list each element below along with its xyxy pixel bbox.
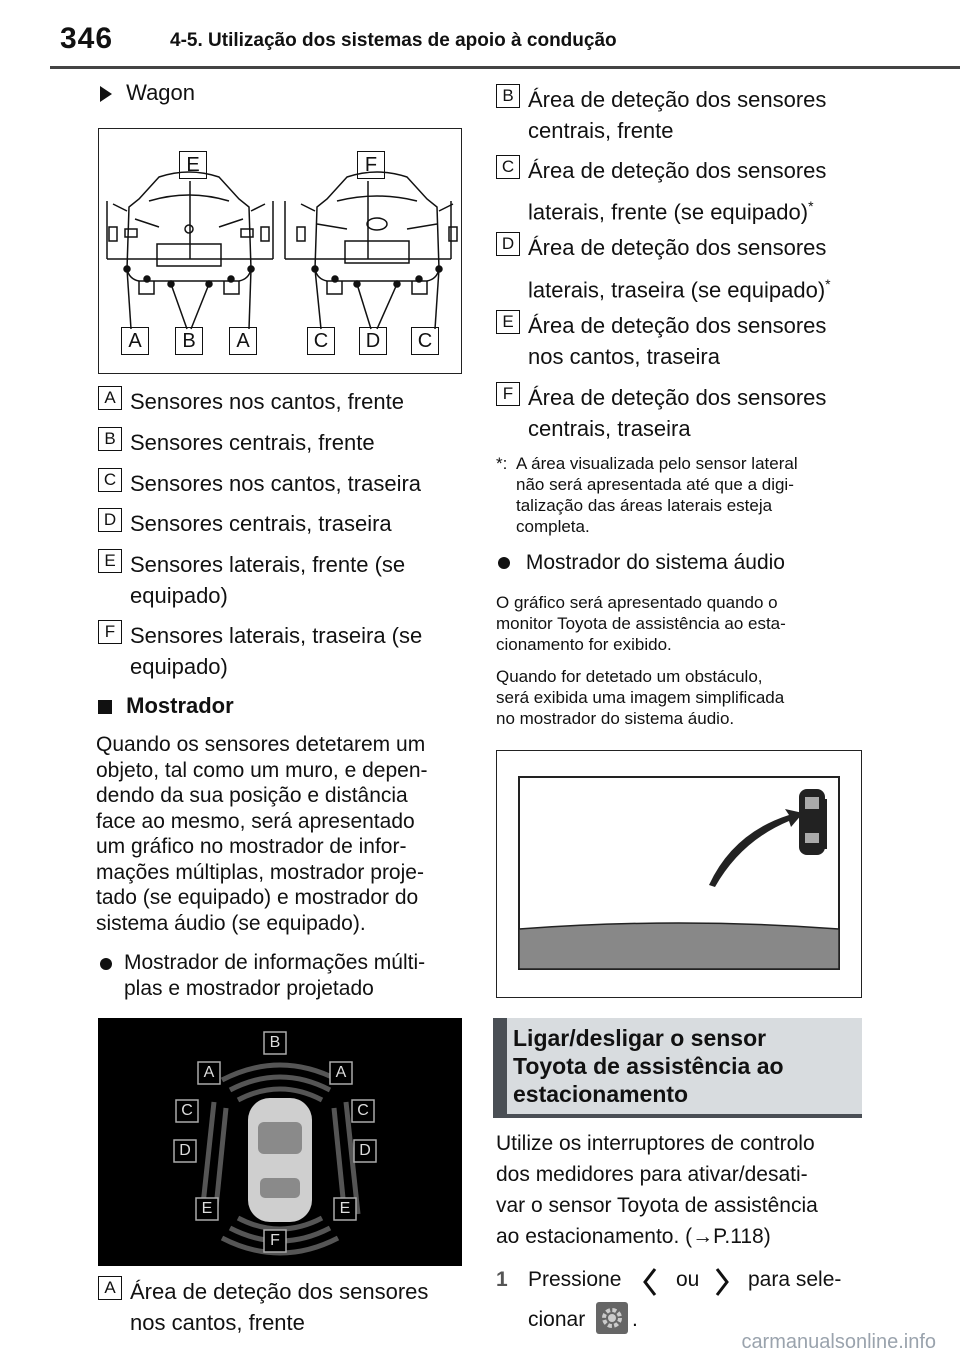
footnote-mark: *:	[496, 454, 508, 473]
car-obstacle-icon	[799, 789, 827, 855]
callout-C-right: C	[411, 327, 439, 355]
chevron-right-icon	[712, 1266, 732, 1298]
settings-gear-icon	[596, 1302, 628, 1334]
section-heading-text	[513, 1024, 784, 1108]
round-bullet-icon	[498, 557, 510, 569]
callout-A-right: A	[229, 327, 257, 355]
fig2-label-C-left: C	[181, 1102, 193, 1119]
section-title: 4-5. Utilização dos sistemas de apoio à condução	[170, 30, 617, 51]
legend-item-e	[98, 549, 468, 611]
square-bullet-icon	[98, 700, 112, 714]
text-line: Mostrador de informações múlti-	[124, 951, 426, 974]
fig2-label-A-right: A	[335, 1064, 347, 1081]
legend-key: D	[98, 508, 122, 532]
legend-key: A	[98, 386, 122, 410]
text-line: A área visualizada pelo sensor lateral	[516, 454, 798, 473]
legend-key: B	[496, 84, 520, 108]
text-line: Toyota de assistência ao	[513, 1053, 784, 1079]
fig2-label-D-left: D	[179, 1142, 191, 1159]
step-text: cionar	[528, 1308, 586, 1331]
header-rule	[50, 66, 960, 69]
round-bullet-icon	[100, 958, 112, 970]
legend-key: A	[98, 1276, 122, 1300]
bullet-multi-display	[100, 950, 472, 1001]
legend-key: D	[496, 232, 520, 256]
chevron-left-icon	[640, 1266, 660, 1298]
mostrador-heading	[98, 692, 234, 720]
text-line: sistema áudio (se equipado).	[96, 911, 366, 935]
car-rear-icon	[297, 172, 457, 294]
legend-text-with-star	[528, 269, 831, 305]
text-line: plas e mostrador projetado	[124, 976, 374, 1000]
right-legend-b	[496, 84, 866, 148]
mostrador-heading-text: Mostrador	[126, 693, 234, 718]
text-line: no mostrador do sistema áudio.	[496, 709, 735, 728]
text-line: ao estacionamento. (→P.118)	[496, 1225, 771, 1248]
callout-E: E	[179, 151, 207, 179]
legend-text: equipado)	[130, 654, 228, 679]
bullet-text: Mostrador do sistema áudio	[525, 551, 785, 574]
right-legend-e	[496, 310, 866, 374]
legend-text: laterais, traseira (se equipado)	[528, 277, 826, 303]
section-heading-box	[493, 1018, 862, 1118]
right-legend-c	[496, 155, 866, 225]
legend-key: C	[496, 155, 520, 179]
bullet-audio-display	[498, 550, 785, 576]
text-line: var o sensor Toyota de assistência	[496, 1194, 818, 1217]
legend-text: Área de deteção dos sensores	[528, 87, 827, 112]
legend-text: Área de deteção dos sensores	[528, 235, 827, 260]
legend-text: nos cantos, frente	[130, 1310, 305, 1335]
right-legend-d	[496, 232, 866, 303]
car-front-icon	[109, 172, 269, 294]
text-line: dos medidores para ativar/desati-	[496, 1163, 808, 1186]
legend-text: equipado)	[130, 583, 228, 608]
watermark: carmanualsonline.info	[741, 1331, 936, 1353]
callout-B: B	[175, 327, 203, 355]
text-line: talização das áreas laterais esteja	[516, 496, 773, 515]
legend-text: centrais, frente	[528, 118, 674, 143]
fig2-label-E-left: E	[201, 1200, 213, 1217]
text-line: será exibida uma imagem simplificada	[496, 688, 785, 707]
step-text: .	[632, 1308, 638, 1331]
right-legend-f	[496, 382, 866, 446]
callout-A-left: A	[121, 327, 149, 355]
text-line: monitor Toyota de assistência ao esta-	[496, 614, 786, 633]
mostrador-paragraph	[96, 732, 468, 936]
text-line: tado (se equipado) e mostrador do	[96, 886, 419, 909]
text-line: Quando os sensores detetarem um	[96, 733, 426, 756]
fig2-label-D-right: D	[359, 1142, 371, 1159]
legend-text-with-star	[528, 191, 814, 227]
callout-C-left: C	[307, 327, 335, 355]
legend-text: Sensores laterais, frente (se	[130, 552, 406, 577]
audio-display-figure	[496, 750, 862, 998]
multi-display-figure	[98, 1018, 462, 1266]
text-line: mações múltiplas, mostrador proje-	[96, 860, 424, 884]
footnote-star: *	[808, 198, 814, 214]
car-sensor-diagram	[99, 129, 460, 372]
callout-D: D	[359, 327, 387, 355]
callout-F: F	[357, 151, 385, 179]
sensor-arcs-diagram	[98, 1018, 462, 1266]
legend-text: Sensores nos cantos, frente	[130, 389, 404, 414]
legend-key: E	[496, 310, 520, 334]
text-line: estacionamento	[513, 1081, 689, 1107]
legend-text: nos cantos, traseira	[528, 344, 720, 369]
fig2-label-C-right: C	[357, 1102, 369, 1119]
text-line: um gráfico no mostrador de infor-	[96, 835, 407, 858]
heading-underline	[493, 1114, 862, 1118]
legend-text: Área de deteção dos sensores	[528, 158, 827, 183]
legend-text: laterais, frente (se equipado)	[528, 199, 809, 225]
text-line: objeto, tal como um muro, e depen-	[96, 758, 428, 782]
text-line: cionamento for exibido.	[496, 635, 672, 654]
fig2-label-E-right: E	[339, 1200, 351, 1217]
legend-text: Área de deteção dos sensores	[528, 313, 827, 338]
step-text: ou	[676, 1268, 700, 1291]
legend-item-f	[98, 620, 468, 682]
paragraph-audio-1	[496, 592, 866, 655]
wagon-heading	[100, 80, 195, 106]
legend2-item-a	[98, 1276, 468, 1340]
step-number: 1	[496, 1268, 508, 1291]
legend-text: Sensores laterais, traseira (se	[130, 623, 423, 648]
text-line: Ligar/desligar o sensor	[513, 1025, 767, 1051]
text-line: Utilize os interruptores de controlo	[496, 1132, 815, 1155]
text-line: dendo da sua posição e distância	[96, 784, 408, 807]
sensor-location-figure	[98, 128, 462, 374]
step-text: Pressione	[528, 1268, 622, 1291]
legend-key: F	[496, 382, 520, 406]
legend-text: centrais, traseira	[528, 416, 691, 441]
text-line: não será apresentada até que a digi-	[516, 475, 794, 494]
fig2-label-F: F	[270, 1232, 280, 1249]
legend-key: B	[98, 427, 122, 451]
triangle-bullet-icon	[100, 86, 112, 102]
fig2-label-B: B	[269, 1034, 281, 1051]
legend-text: Área de deteção dos sensores	[130, 1279, 429, 1304]
text-line: completa.	[516, 517, 590, 536]
legend-key: F	[98, 620, 122, 644]
legend-text: Sensores centrais, traseira	[130, 511, 392, 536]
toggle-paragraph	[496, 1128, 866, 1252]
fig2-label-A-left: A	[203, 1064, 215, 1081]
text-line: face ao mesmo, será apresentado	[96, 809, 415, 833]
legend-text: Sensores nos cantos, traseira	[130, 471, 422, 496]
legend-text: Área de deteção dos sensores	[528, 385, 827, 410]
text-line: Quando for detetado um obstáculo,	[496, 667, 763, 686]
audio-display-diagram	[497, 751, 860, 996]
legend-text: Sensores centrais, frente	[130, 430, 375, 455]
legend-key: E	[98, 549, 122, 573]
car-top-view-icon	[248, 1098, 312, 1222]
footnote-star: *	[825, 276, 831, 292]
page-number: 346	[60, 22, 114, 55]
text-line: O gráfico será apresentado quando o	[496, 593, 778, 612]
footnote	[496, 453, 866, 537]
step-text: para sele-	[748, 1268, 842, 1291]
wagon-title: Wagon	[126, 80, 196, 105]
legend-key: C	[98, 468, 122, 492]
paragraph-audio-2	[496, 666, 866, 729]
